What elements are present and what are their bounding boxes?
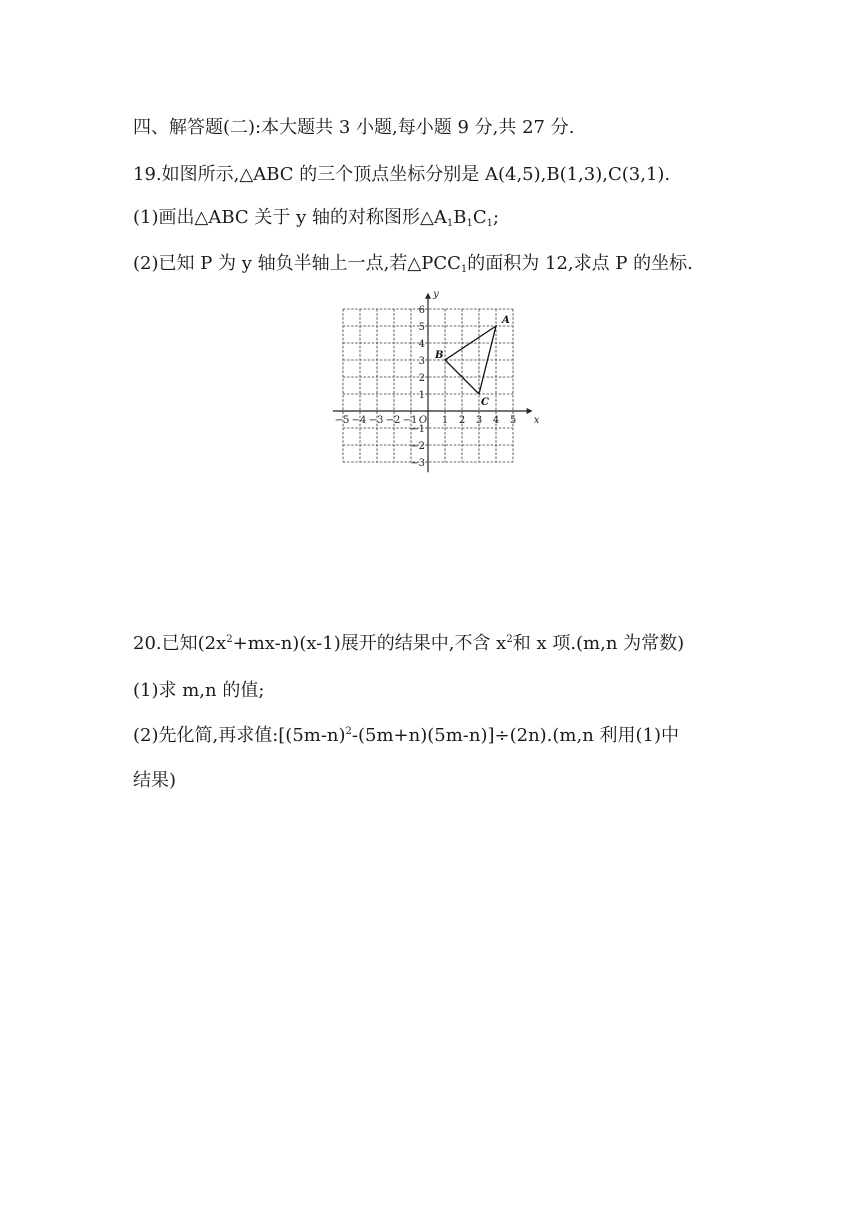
question-19-stem: 19.如图所示,△ABC 的三个顶点坐标分别是 A(4,5),B(1,3),C(3,1). [133, 164, 671, 185]
x-tick-label: −3 [368, 415, 384, 426]
y-axis-label: y [433, 288, 439, 300]
vertex-label: A [502, 315, 510, 326]
superscript: 2 [226, 634, 233, 645]
subscript: 1 [446, 218, 454, 229]
y-tick-label: −1 [410, 424, 425, 435]
x-axis-label: x [533, 415, 540, 426]
stem-text: +mx-n)(x-1)展开的结果中,不含 x [232, 633, 507, 654]
question-20-part-1: (1)求 m,n 的值; [133, 680, 265, 701]
part-2-text: (2)已知 P 为 y 轴负半轴上一点,若△PCC [133, 253, 461, 274]
y-tick-label: 1 [418, 390, 425, 401]
question-20-stem [133, 632, 684, 656]
subscript: 1 [460, 264, 468, 275]
x-tick-label: −5 [334, 415, 350, 426]
part-2-text: -(5m+n)(5m-n)]÷(2n).(m,n 利用(1)中 [351, 725, 680, 746]
x-tick-label: −2 [385, 415, 401, 426]
x-tick-label: −4 [351, 415, 367, 426]
y-tick-label: 5 [418, 322, 425, 333]
vertex-label: B [435, 350, 444, 361]
x-tick-label: 3 [475, 415, 483, 426]
x-tick-label: 5 [509, 415, 517, 426]
y-tick-label: 2 [418, 373, 425, 384]
section-heading: 四、解答题(二):本大题共 3 小题,每小题 9 分,共 27 分. [133, 117, 575, 138]
part-1-text: (1)画出△ABC 关于 y 轴的对称图形△A [133, 207, 447, 228]
x-tick-label: 1 [441, 415, 449, 426]
question-19-part-1 [133, 206, 499, 230]
superscript: 2 [506, 634, 513, 645]
question-19-part-2 [133, 252, 693, 276]
x-axis-arrow [527, 408, 533, 414]
vertex-label: C [481, 397, 489, 408]
y-tick-label: 4 [418, 339, 425, 350]
subscript: 1 [466, 218, 473, 229]
part-1-text: ; [493, 207, 500, 228]
origin-label: O [418, 415, 428, 426]
y-tick-label: −3 [410, 458, 425, 469]
y-tick-label: 3 [418, 356, 425, 367]
coordinate-grid-figure [328, 288, 540, 476]
question-20-part-2 [133, 724, 679, 748]
subscript: 1 [486, 218, 493, 229]
stem-text: 和 x 项.(m,n 为常数) [512, 633, 685, 654]
question-20-part-2-continued: 结果) [133, 770, 177, 791]
x-tick-label: −1 [402, 415, 418, 426]
x-tick-label: 4 [492, 415, 500, 426]
y-tick-label: −2 [410, 441, 425, 452]
stem-text: 20.已知(2x [133, 633, 227, 654]
part-2-text: (2)先化简,再求值:[(5m-n) [133, 725, 346, 746]
x-tick-label: 2 [458, 415, 466, 426]
superscript: 2 [345, 726, 352, 737]
part-2-text: 的面积为 12,求点 P 的坐标. [467, 253, 693, 274]
part-1-text: C [472, 207, 487, 228]
y-axis-arrow [425, 293, 431, 299]
y-tick-label: 6 [418, 305, 425, 316]
part-1-text: B [453, 207, 467, 228]
